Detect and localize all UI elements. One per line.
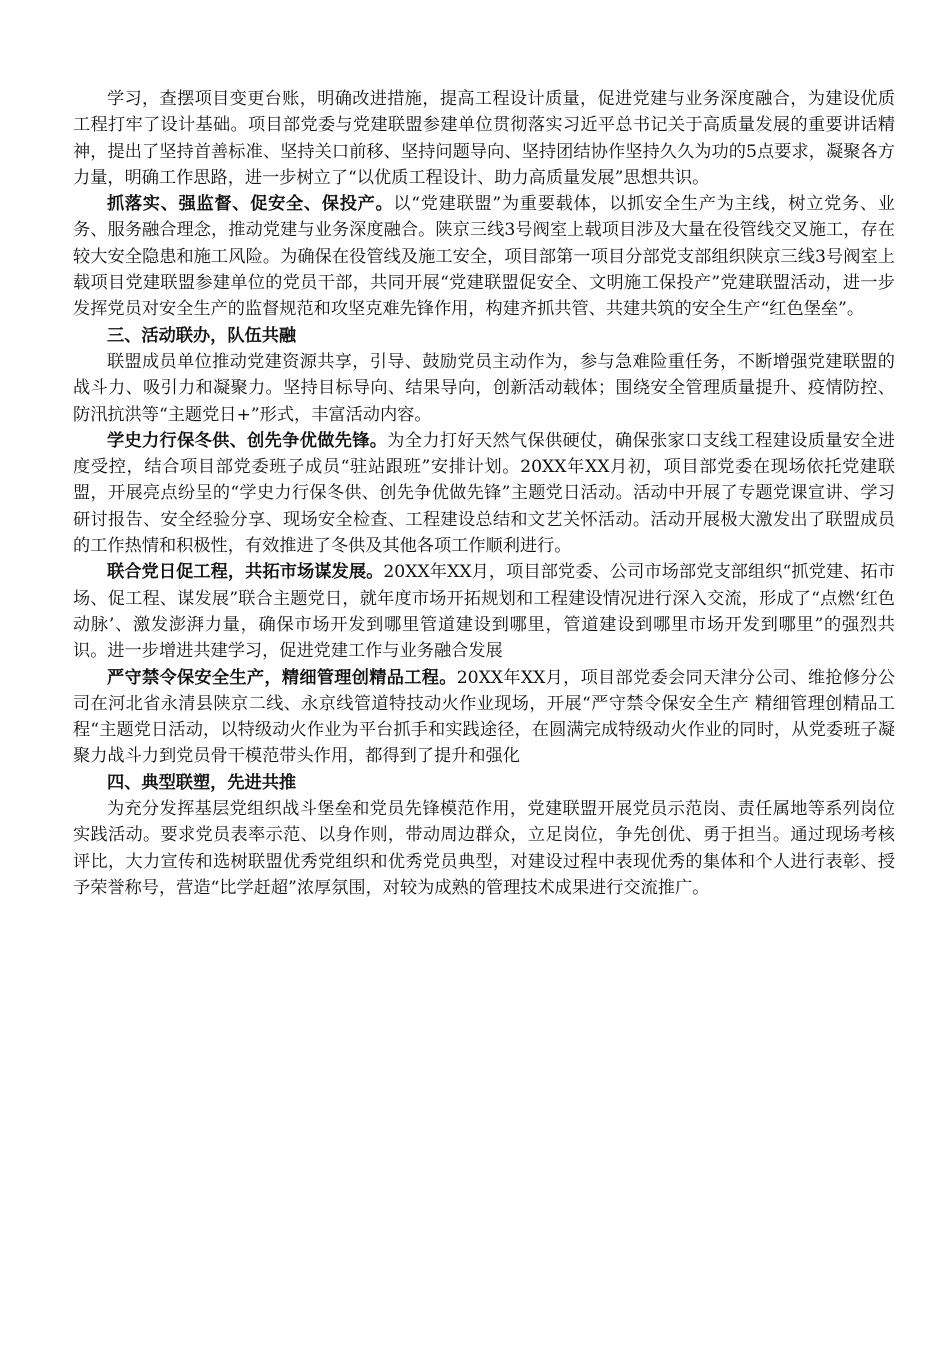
paragraph-text: 20XX年XX月，项目部党委、公司市场部党支部组织“抓党建、拓市场、促工程、谋发展”联合主题党日，就年度市场开拓规划和工程建设情况进行深入交流，形成了“点燃‘红色动脉’、激发澎湃力量，确保市场开发到哪里管道建设到哪里，管道建设到哪里市场开发到哪里”的强烈共识。进一步增进共建学习，促进党建工作与业务融合发展: [73, 562, 895, 662]
paragraph-lead: 联合党日促工程，共拓市场谋发展。: [107, 562, 384, 583]
paragraph-resource-sharing: [73, 349, 895, 428]
paragraph-text: 为充分发挥基层党组织战斗堡垒和党员先锋模范作用，党建联盟开展党员示范岗、责任属地等系列岗位实践活动。要求党员表率示范、以身作则，带动周边群众，立足岗位，争先创优、勇于担当。通过现场考核评比，大力宣传和选树联盟优秀党组织和优秀党员典型，对建设过程中表现优秀的集体和个人进行表彰、授予荣誉称号，营造“比学赶超”浓厚氛围，对较为成熟的管理技术成果进行交流推广。: [73, 799, 895, 898]
paragraph-design-foundation: [73, 86, 895, 191]
paragraph-text: 以“党建联盟”为重要载体，以抓安全生产为主线，树立党务、业务、服务融合理念，推动党建与业务深度融合。陕京三线3号阀室上载项目涉及大量在役管线交叉施工，存在较大安全隐患和施工风险。为确保在役管线及施工安全，项目部第一项目分部党支部组织陕京三线3号阀室上载项目党建联盟参建单位的党员干部，共同开展“党建联盟促安全、文明施工保投产”党建联盟活动，进一步发挥党员对安全生产的监督规范和攻坚克难先锋作用，构建齐抓共管、共建共筑的安全生产“红色堡垒”。: [73, 194, 895, 320]
paragraph-text: 学习，查摆项目变更台账，明确改进措施，提高工程设计质量，促进党建与业务深度融合，为建设优质工程打牢了设计基础。项目部党委与党建联盟参建单位贯彻落实习近平总书记关于高质量发展的重要讲话精神，提出了坚持首善标准、坚持关口前移、坚持问题导向、坚持团结协作坚持久久为功的5点要求，凝聚各方力量，明确工作思路，进一步树立了“以优质工程设计、助力高质量发展”思想共识。: [73, 89, 895, 188]
paragraph-model-promotion: [73, 796, 895, 901]
document-body: [73, 86, 895, 901]
paragraph-text: 联盟成员单位推动党建资源共享，引导、鼓励党员主动作为，参与急难险重任务，不断增强党建联盟的战斗力、吸引力和凝聚力。坚持目标导向、结果导向，创新活动载体；围绕安全管理质量提升、疫情防控、防汛抗洪等“主题党日+”形式，丰富活动内容。: [73, 351, 895, 425]
paragraph-lead: 严守禁令保安全生产，精细管理创精品工程。: [107, 667, 457, 688]
paragraph-winter-supply: [73, 428, 895, 559]
paragraph-hot-work-safety: [73, 665, 895, 770]
section-heading-3: 三、活动联办，队伍共融: [107, 325, 297, 346]
paragraph-text: 20XX年XX月，项目部党委会同天津分公司、维抢修分公司在河北省永清县陕京二线、永京线管道特技动火作业现场，开展“严守禁令保安全生产 精细管理创精品工程“主题党日活动，以特级动火作业为平台抓手和实践途径，在圆满完成特级动火作业的同时，从党委班子凝聚力战斗力到党员骨干模范带头作用，都得到了提升和强化: [73, 667, 895, 767]
paragraph-text: 为全力打好天然气保供硬仗，确保张家口支线工程建设质量安全进度受控，结合项目部党委班子成员“驻站跟班”安排计划。20XX年XX月初，项目部党委在现场依托党建联盟，开展亮点纷呈的“学史力行保冬供、创先争优做先锋”主题党日活动。活动中开展了专题党课宣讲、学习研讨报告、安全经验分享、现场安全检查、工程建设总结和文艺关怀活动。活动开展极大激发出了联盟成员的工作热情和积极性，有效推进了冬供及其他各项工作顺利进行。: [73, 430, 895, 557]
paragraph-joint-party-day: [73, 559, 895, 664]
paragraph-lead: 抓落实、强监督、促安全、保投产。: [107, 194, 394, 215]
section-heading-4: 四、典型联塑，先进共推: [107, 772, 297, 793]
paragraph-safety-production: [73, 191, 895, 322]
paragraph-lead: 学史力行保冬供、创先争优做先锋。: [107, 430, 388, 451]
